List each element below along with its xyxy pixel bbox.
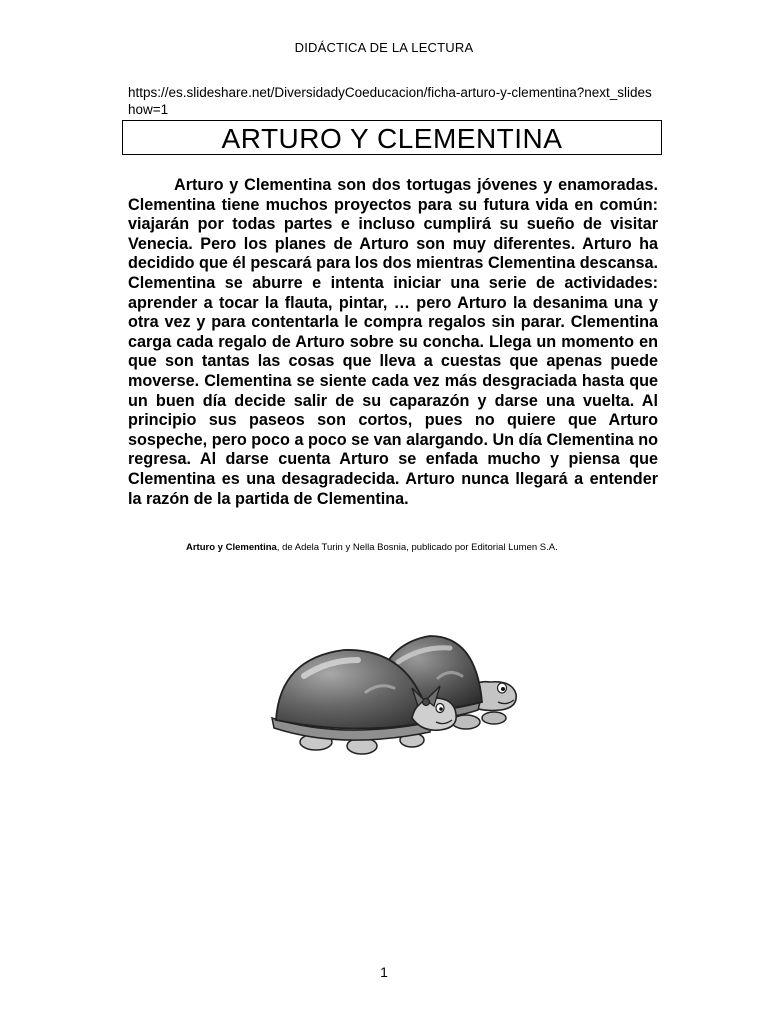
source-url[interactable]: https://es.slideshare.net/DiversidadyCoeducacion/ficha-arturo-y-clementina?next_slideshow=1 [128,85,652,117]
page-header: DIDÁCTICA DE LA LECTURA [294,40,474,55]
two-turtles-illustration [262,622,524,764]
citation [186,542,666,554]
citation-details: , de Adela Turin y Nella Bosnia, publicado por Editorial Lumen S.A. [276,542,558,553]
story-title: ARTURO Y CLEMENTINA [122,120,662,155]
citation-book-title: Arturo y Clementina [186,542,277,553]
story-body: Arturo y Clementina son dos tortugas jóvenes y enamoradas. Clementina tiene muchos proyectos para su futura vida en común: viajarán por todas partes e incluso cumplirá su sueño de visitar Venecia. Pero los planes de Arturo son muy diferentes. Arturo ha decidido que él pescará para los dos mientras Clementina descansa. Clementina se aburre e intenta iniciar una serie de actividades: aprender a tocar la flauta, pintar, … pero Arturo la desanima una y otra vez y para contentarla le compra regalos sin parar. Clementina carga cada regalo de Arturo sobre su concha. Llega un momento en que son tantas las cosas que lleva a cuestas que apenas puede moverse. Clementina se siente cada vez más desgraciada hasta que un buen día decide salir de su caparazón y darse una vuelta. Al principio sus paseos son cortos, pues no quiere que Arturo sospeche, pero poco a poco se van alargando. Un día Clementina no regresa. Al darse cuenta Arturo se enfada mucho y piensa que Clementina es una desagradecida. Arturo nunca llegará a entender la razón de la partida de Clementina. [128,176,658,508]
page-number: 1 [380,964,388,980]
